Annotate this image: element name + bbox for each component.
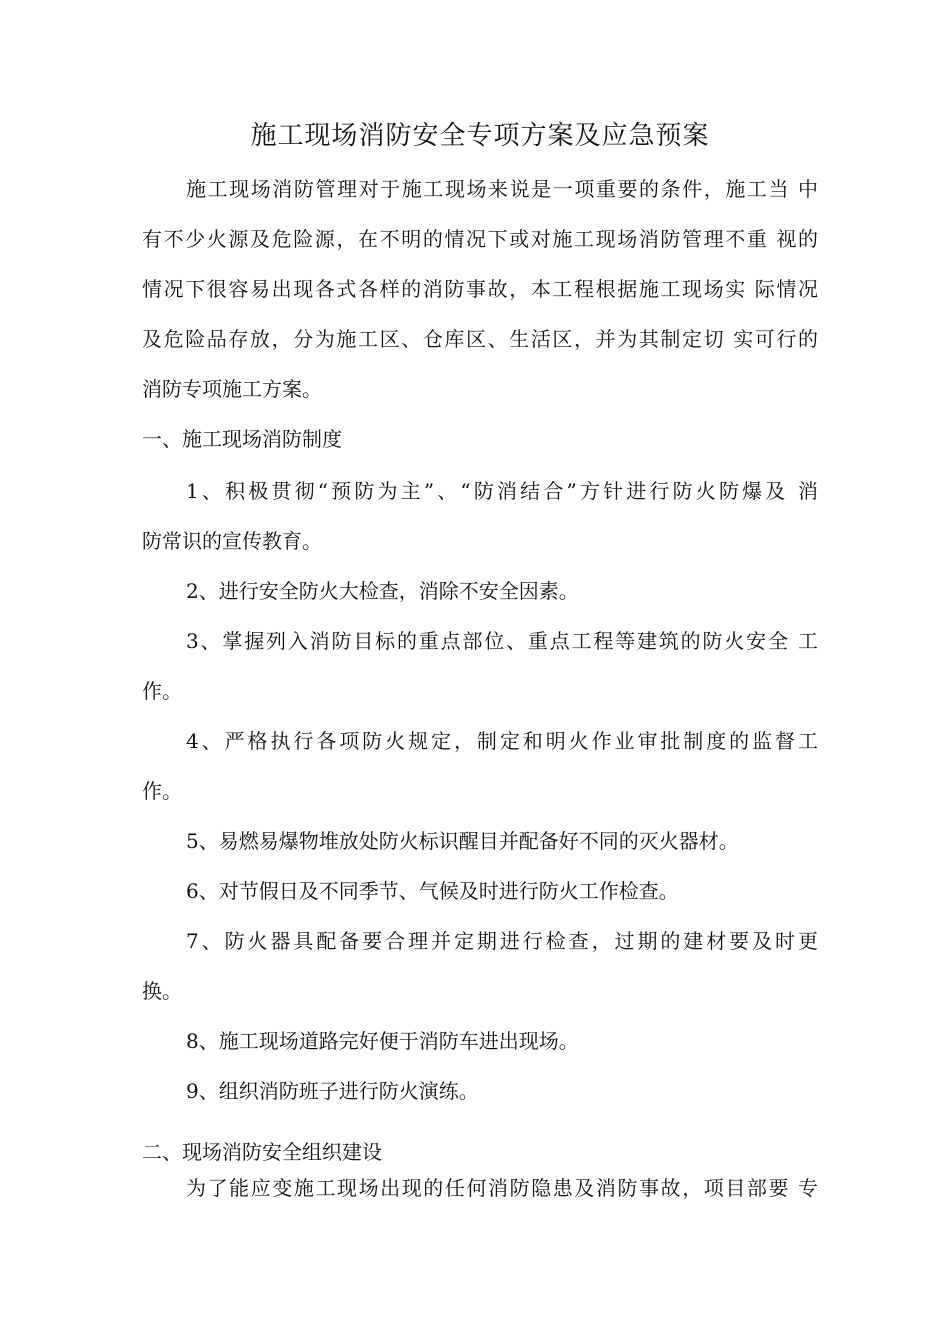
list-item-5: 5、易燃易爆物堆放处防火标识醒目并配备好不同的灭火器材。 xyxy=(186,829,739,853)
list-item-7: 7、防火器具配备要合理并定期进行检查，过期的建材要及时更 xyxy=(186,929,818,953)
intro-paragraph xyxy=(142,164,818,414)
list-item-2: 2、进行安全防火大检查，消除不安全因素。 xyxy=(186,579,579,603)
document-title: 施工现场消防安全专项方案及应急预案 xyxy=(250,121,710,151)
section-2-first-line: 为了能应变施工现场出现的任何消防隐患及消防事故，项目部要 专 xyxy=(186,1176,818,1200)
section-heading-1: 一、施工现场消防制度 xyxy=(142,427,342,451)
list-item-8: 8、施工现场道路完好便于消防车进出现场。 xyxy=(186,1029,579,1053)
document-body xyxy=(142,112,818,1206)
list-item-3-cont: 作。 xyxy=(142,679,182,703)
section-heading-2: 二、现场消防安全组织建设 xyxy=(142,1140,382,1164)
list-item-1: 1、积极贯彻“预防为主”、“防消结合”方针进行防火防爆及 消 xyxy=(186,479,818,503)
intro-line: 施工现场消防管理对于施工现场来说是一项重要的条件，施工当 中 xyxy=(186,177,818,201)
list-item-6: 6、对节假日及不同季节、气候及时进行防火工作检查。 xyxy=(186,879,679,903)
intro-line: 消防专项施工方案。 xyxy=(142,377,322,401)
section-1-list xyxy=(142,466,818,1116)
list-item-1-cont: 防常识的宣传教育。 xyxy=(142,529,322,553)
intro-line: 有不少火源及危险源，在不明的情况下或对施工现场消防管理不重 视的 xyxy=(142,227,818,251)
intro-line: 情况下很容易出现各式各样的消防事故，本工程根据施工现场实 际情况 xyxy=(142,277,818,301)
list-item-9: 9、组织消防班子进行防火演练。 xyxy=(186,1079,479,1103)
list-item-4: 4、严格执行各项防火规定，制定和明火作业审批制度的监督工 xyxy=(186,729,818,753)
list-item-4-cont: 作。 xyxy=(142,779,182,803)
intro-line: 及危险品存放，分为施工区、仓库区、生活区，并为其制定切 实可行的 xyxy=(142,327,818,351)
list-item-7-cont: 换。 xyxy=(142,979,182,1003)
list-item-3: 3、掌握列入消防目标的重点部位、重点工程等建筑的防火安全 工 xyxy=(186,629,818,653)
